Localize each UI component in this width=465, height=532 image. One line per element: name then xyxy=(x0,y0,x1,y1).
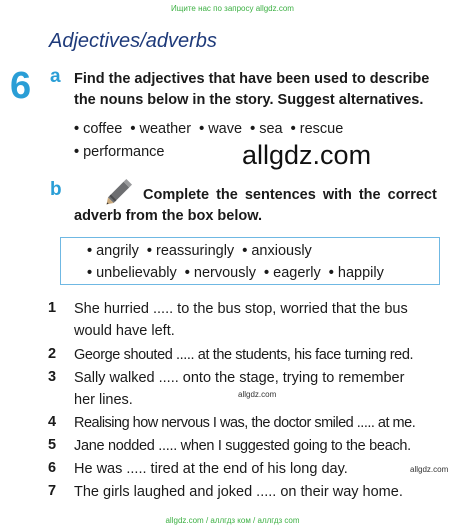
watermark-top: Ищите нас по запросу allgdz.com xyxy=(171,4,294,13)
part-a-instruction-line2: the nouns below in the story. Suggest alternatives. xyxy=(74,92,424,108)
exercise-number: 6 xyxy=(10,65,32,107)
sentence-line: He was ..... tired at the end of his long day. xyxy=(74,461,348,477)
box-word: • happily xyxy=(328,265,384,281)
box-word: • nervously xyxy=(184,265,256,281)
section-heading: Adjectives/adverbs xyxy=(49,30,217,52)
sentence-number: 7 xyxy=(48,483,57,499)
sentence-number: 4 xyxy=(48,414,57,430)
word-box-row1 xyxy=(87,240,312,262)
box-word: • anxiously xyxy=(242,243,312,259)
box-word: • reassuringly xyxy=(146,243,235,259)
part-a-bullet-list-row1 xyxy=(74,118,343,141)
part-a-bullet-list-row2 xyxy=(74,141,164,164)
sentence-line: Sally walked ..... onto the stage, trying to remember xyxy=(74,370,405,386)
sentence-line: George shouted ..... at the students, his face turning red. xyxy=(74,347,414,363)
sentence-line: Realising how nervous I was, the doctor smiled ..... at me. xyxy=(74,415,416,431)
box-word: • eagerly xyxy=(264,265,321,281)
box-word: • angrily xyxy=(87,243,139,259)
watermark-large: allgdz.com xyxy=(242,140,372,170)
sentence-number: 6 xyxy=(48,460,57,476)
part-b-instruction-line2: adverb from the box below. xyxy=(74,208,262,224)
watermark-bottom: allgdz.com / аллгдз ком / аллгдз com xyxy=(165,516,300,525)
part-a-instruction-line1: Find the adjectives that have been used to describe xyxy=(74,71,430,87)
sentence-line: The girls laughed and joked ..... on their way home. xyxy=(74,484,403,500)
sentence-line: her lines. xyxy=(74,392,133,408)
word-box xyxy=(60,237,440,285)
bullet-item: • sea xyxy=(250,121,283,137)
bullet-item: • performance xyxy=(74,144,165,160)
sentence-number: 5 xyxy=(48,437,57,453)
part-b-instruction-line1: Complete the sentences with the correct xyxy=(143,187,437,203)
word-box-row2 xyxy=(87,262,384,284)
bullet-item: • rescue xyxy=(290,121,344,137)
sentence-number: 3 xyxy=(48,369,57,385)
bullet-item: • weather xyxy=(130,121,192,137)
pencil-icon xyxy=(103,174,137,208)
sentence-line: Jane nodded ..... when I suggested going to the beach. xyxy=(74,438,411,454)
sentence-line: She hurried ..... to the bus stop, worried that the bus xyxy=(74,301,408,317)
watermark-small: allgdz.com xyxy=(410,465,449,474)
sentence-line: would have left. xyxy=(74,323,175,339)
bullet-item: • wave xyxy=(199,121,243,137)
bullet-item: • coffee xyxy=(74,121,123,137)
sentence-number: 2 xyxy=(48,346,57,362)
watermark-small: allgdz.com xyxy=(238,390,277,399)
sentence-number: 1 xyxy=(48,300,57,316)
part-a-letter: a xyxy=(50,66,61,87)
box-word: • unbelievably xyxy=(87,265,177,281)
part-b-letter: b xyxy=(50,179,62,200)
